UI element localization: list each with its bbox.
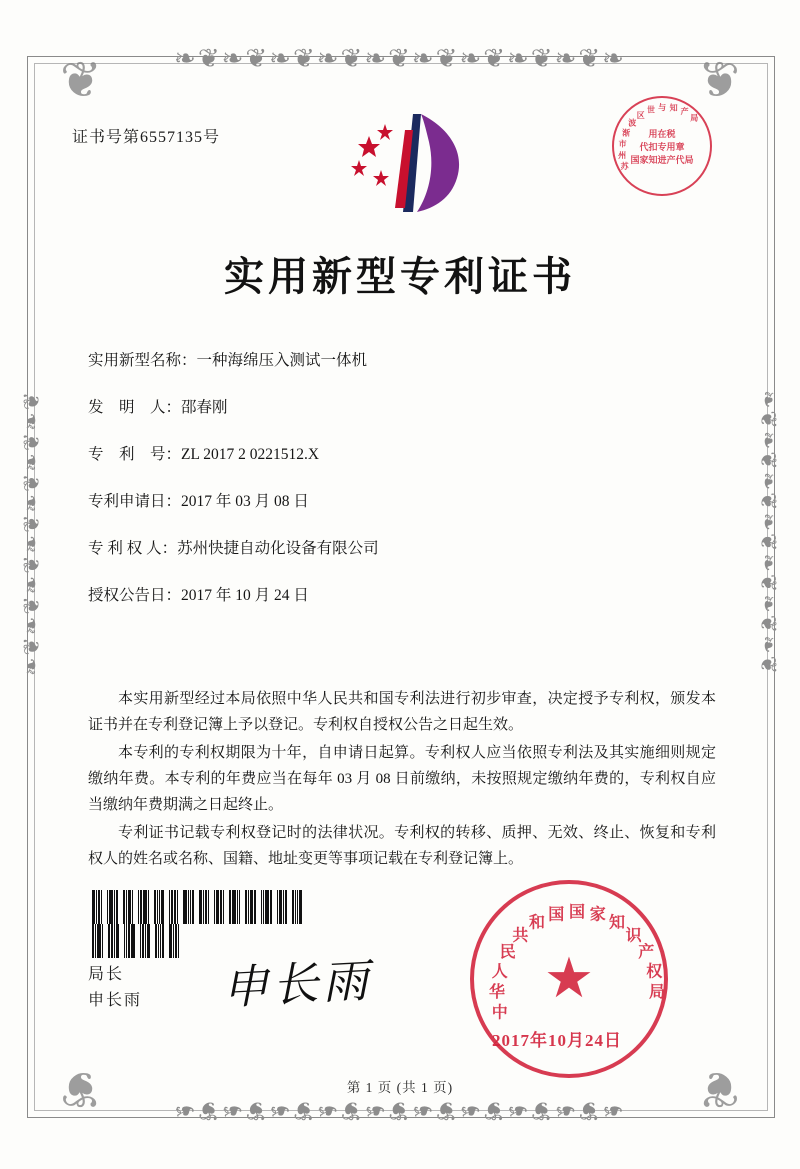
field-label: 授权公告日： bbox=[88, 587, 182, 605]
field-label: 专 利 权 人： bbox=[88, 540, 178, 558]
field-label: 专利申请日： bbox=[88, 493, 182, 511]
seal-ring-text: 苏 州 市 渐 波 区 世 与 知 产 局 bbox=[618, 103, 699, 172]
page-title: 实用新型专利证书 bbox=[224, 254, 576, 299]
corner-ornament-bottom-right: ❦ bbox=[704, 1060, 740, 1118]
body-paragraph-3: 专利证书记载专利权登记时的法律状况。专利权的转移、质押、无效、终止、恢复和专利权人的姓名或名称、国籍、地址变更等事项记载在专利登记簿上。 bbox=[88, 825, 716, 867]
field-value: 2017 年 03 月 08 日 bbox=[181, 493, 309, 511]
flourish-right-ornament: ❧❦❧❦❧❦❧❦❧❦❧❦❧❦ bbox=[756, 389, 781, 677]
corner-ornament-bottom-left: ❦ bbox=[60, 1060, 96, 1118]
field-label: 专 利 号： bbox=[88, 446, 182, 464]
field-row-grant-announcement-date bbox=[88, 587, 718, 604]
field-row-patent-number bbox=[88, 446, 718, 463]
seal-star-icon: ★ bbox=[543, 948, 595, 1010]
director-name-label: 申长雨 bbox=[88, 992, 143, 1009]
field-label: 实用新型名称： bbox=[88, 352, 197, 369]
signature-block bbox=[88, 962, 142, 1014]
page-footer: 第 1 页 (共 1 页) bbox=[346, 1080, 454, 1095]
field-value: 邵春刚 bbox=[181, 399, 228, 417]
seal-date: 2017年10月24日 bbox=[492, 1031, 622, 1050]
field-row-utility-model-name bbox=[88, 352, 718, 369]
flourish-top-ornament: ❧❦❧❦❧❦❧❦❧❦❧❦❧❦❧❦❧❦❧ bbox=[174, 44, 626, 74]
corner-ornament-top-right: ❦ bbox=[704, 51, 740, 109]
certificate-number: 证书号第6557135号 bbox=[72, 129, 221, 146]
cnipa-logo-icon bbox=[325, 108, 475, 218]
field-value: 苏州快捷自动化设备有限公司 bbox=[177, 540, 379, 558]
field-list bbox=[88, 352, 718, 634]
handwritten-signature: 申长雨 bbox=[220, 953, 374, 1015]
body-paragraph-1: 本实用新型经过本局依照中华人民共和国专利法进行初步审查，决定授予专利权，颁发本证书并在专利登记簿上予以登记。专利权自授权公告之日起生效。 bbox=[88, 691, 716, 733]
field-value: 2017 年 10 月 24 日 bbox=[181, 587, 309, 605]
field-row-application-date bbox=[88, 493, 718, 510]
seal-inner-line-1: 用在税 bbox=[648, 129, 676, 139]
field-row-patentee bbox=[88, 540, 718, 557]
body-text bbox=[88, 686, 716, 874]
flourish-bottom-ornament: ❧❦❧❦❧❦❧❦❧❦❧❦❧❦❧❦❧❦❧ bbox=[174, 1095, 626, 1125]
field-label: 发 明 人： bbox=[88, 399, 182, 417]
seal-arc-text: 中 华 人 民 共 和 国 国 家 知 识 产 权 局 bbox=[489, 904, 666, 1022]
flourish-left-ornament: ❧❦❧❦❧❦❧❦❧❦❧❦❧❦ bbox=[19, 389, 44, 677]
seal-inner-line-3: 国家知进产代局 bbox=[630, 155, 694, 165]
issuing-office-seal bbox=[612, 96, 712, 196]
corner-ornament-top-left: ❦ bbox=[60, 51, 96, 109]
seal-inner-text bbox=[614, 128, 710, 167]
field-value: ZL 2017 2 0221512.X bbox=[181, 446, 320, 464]
director-title-label: 局长 bbox=[88, 966, 125, 983]
barcode bbox=[92, 890, 307, 924]
field-value: 一种海绵压入测试一体机 bbox=[196, 352, 368, 369]
field-row-inventor bbox=[88, 399, 718, 416]
body-paragraph-2: 本专利的专利权期限为十年，自申请日起算。专利权人应当依照专利法及其实施细则规定缴纳年费。本专利的年费应当在每年 03 月 08 日前缴纳，未按照规定缴纳年费的，专利权自应当缴纳年费期满之日起终止。 bbox=[88, 745, 716, 813]
seal-inner-line-2: 代扣专用章 bbox=[639, 142, 685, 152]
